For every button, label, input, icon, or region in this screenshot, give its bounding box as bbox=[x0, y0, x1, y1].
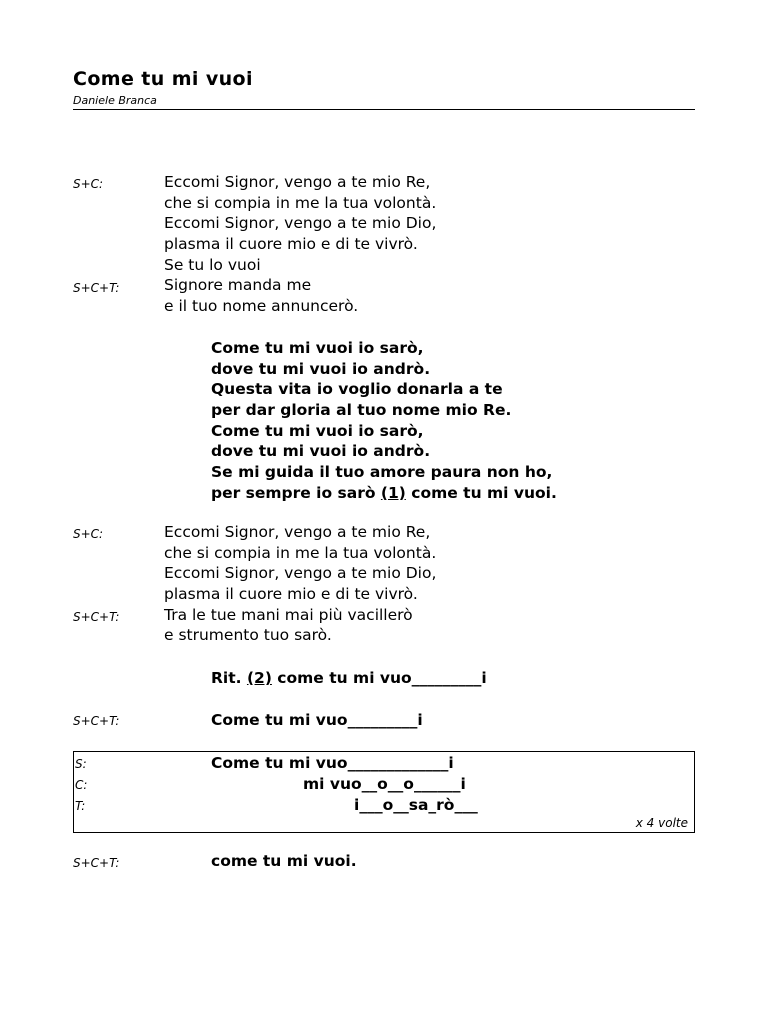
verse-line: plasma il cuore mio e di te vivrò. bbox=[164, 235, 418, 254]
verse-line: che si compia in me la tua volontà. bbox=[164, 193, 437, 212]
refrain-text: Rit. bbox=[211, 669, 247, 687]
verse-2 bbox=[164, 522, 436, 646]
chorus-line: Come tu mi vuoi io sarò, bbox=[211, 339, 424, 357]
verse-line: che si compia in me la tua volontà. bbox=[164, 543, 437, 562]
soprano-line: Come tu mi vuo_____________i bbox=[211, 754, 454, 772]
verse-line: e il tuo nome annuncerò. bbox=[164, 297, 359, 316]
chorus bbox=[211, 338, 557, 504]
voice-tag: S+C+T: bbox=[73, 281, 120, 295]
header-divider bbox=[73, 109, 695, 110]
voice-tag: S+C+T: bbox=[73, 856, 120, 870]
verse-line: Signore manda me bbox=[164, 276, 312, 295]
verse-line: Eccomi Signor, vengo a te mio Re, bbox=[164, 173, 431, 191]
chorus-line: dove tu mi vuoi io andrò. bbox=[211, 359, 431, 378]
refrain-line bbox=[211, 668, 487, 688]
contralto-line: mi vuo__o__o______i bbox=[303, 775, 466, 793]
verse-line: plasma il cuore mio e di te vivrò. bbox=[164, 585, 418, 604]
verse-1 bbox=[164, 172, 436, 317]
repeat-count: x 4 volte bbox=[635, 816, 688, 830]
repeat-box bbox=[73, 751, 695, 833]
chorus-line-text: come tu mi vuoi. bbox=[405, 483, 557, 502]
voice-tag: T: bbox=[75, 799, 86, 813]
verse-line: e strumento tuo sarò. bbox=[164, 626, 332, 645]
chorus-line: Questa vita io voglio donarla a te bbox=[211, 380, 503, 399]
voice-tag: S+C+T: bbox=[73, 714, 120, 728]
footnote-marker: (2) bbox=[246, 669, 272, 687]
refrain-text: come tu mi vuo_________i bbox=[271, 669, 487, 687]
voice-tag: S+C: bbox=[73, 527, 104, 541]
voice-tag: S+C: bbox=[73, 177, 104, 191]
verse-line: Tra le tue mani mai più vacillerò bbox=[164, 605, 413, 624]
chorus-line: dove tu mi vuoi io andrò. bbox=[211, 442, 431, 461]
voice-tag: S+C+T: bbox=[73, 610, 120, 624]
chorus-line-text: per sempre io sarò bbox=[211, 483, 381, 502]
tenor-line: i___o__sa_rò___ bbox=[354, 796, 478, 814]
final-line: come tu mi vuoi. bbox=[211, 852, 357, 870]
voice-tag: C: bbox=[75, 778, 88, 792]
verse-line: Eccomi Signor, vengo a te mio Dio, bbox=[164, 214, 437, 233]
ensemble-line: Come tu mi vuo_________i bbox=[211, 711, 423, 729]
chorus-line: Se mi guida il tuo amore paura non ho, bbox=[211, 463, 553, 482]
chorus-line: per dar gloria al tuo nome mio Re. bbox=[211, 401, 512, 420]
chorus-line: Come tu mi vuoi io sarò, bbox=[211, 421, 424, 440]
footnote-marker: (1) bbox=[380, 483, 406, 502]
chorus-line bbox=[211, 483, 557, 504]
verse-line: Eccomi Signor, vengo a te mio Re, bbox=[164, 523, 431, 541]
song-author: Daniele Branca bbox=[73, 94, 157, 107]
song-title: Come tu mi vuoi bbox=[73, 68, 253, 90]
voice-tag: S: bbox=[75, 757, 87, 771]
verse-line: Eccomi Signor, vengo a te mio Dio, bbox=[164, 564, 437, 583]
verse-line: Se tu lo vuoi bbox=[164, 255, 261, 274]
